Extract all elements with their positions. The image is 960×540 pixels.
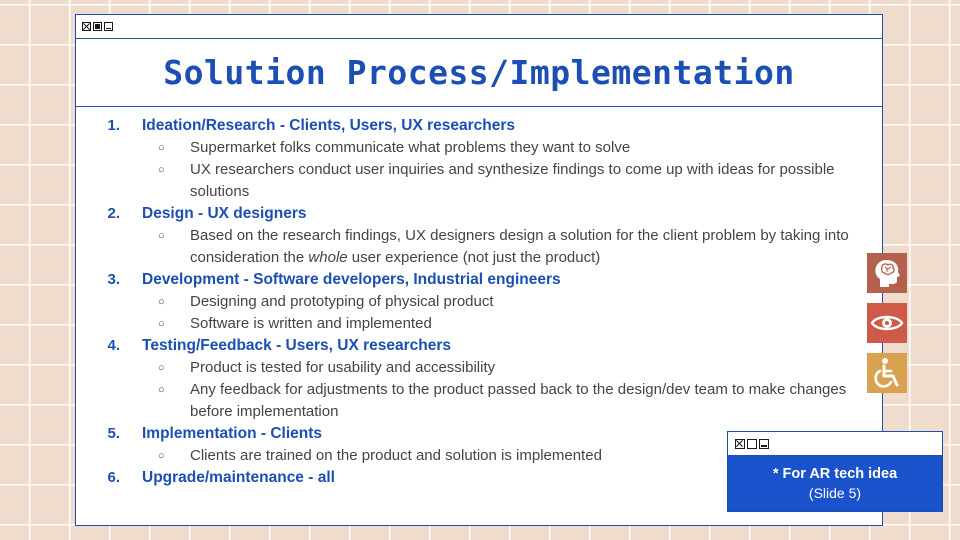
window-titlebar (76, 15, 882, 39)
bullet-icon: ○ (158, 384, 165, 396)
step-heading: Development - Software developers, Industrial engineers (142, 271, 561, 288)
eye-icon (867, 303, 907, 343)
step-number: 5. (107, 425, 120, 442)
bullet-icon: ○ (158, 450, 165, 462)
step-2 (76, 203, 882, 269)
close-icon[interactable] (735, 439, 745, 449)
list-item: ○ Based on the research findings, UX designers design a solution for the client problem by taking into consideration the whole user experience (not just the product) (158, 227, 849, 266)
step-3 (76, 269, 882, 335)
step-number: 3. (107, 271, 120, 288)
list-item: ○ Software is written and implemented (76, 313, 882, 335)
minimize-icon[interactable] (104, 22, 113, 31)
minimize-icon[interactable] (759, 439, 769, 449)
list-item: ○ Supermarket folks communicate what problems they want to solve (76, 137, 882, 159)
bullet-icon: ○ (158, 230, 165, 242)
step-heading: Testing/Feedback - Users, UX researchers (142, 337, 451, 354)
bullet-icon: ○ (158, 362, 165, 374)
step-heading: Implementation - Clients (142, 425, 322, 442)
slide-header (76, 39, 882, 107)
page-title: Solution Process/Implementation (163, 53, 795, 92)
step-number: 4. (107, 337, 120, 354)
step-number: 6. (107, 469, 120, 486)
step-1 (76, 115, 882, 203)
accessibility-icons (867, 253, 907, 403)
bullet-icon: ○ (158, 164, 165, 176)
bullet-icon: ○ (158, 296, 165, 308)
brain-head-icon (867, 253, 907, 293)
step-heading: Ideation/Research - Clients, Users, UX researchers (142, 117, 516, 134)
step-heading: Design - UX designers (142, 205, 307, 222)
list-item: ○ Clients are trained on the product and solution is implemented (76, 445, 882, 467)
bullet-icon: ○ (158, 318, 165, 330)
maximize-icon[interactable] (93, 22, 102, 31)
step-heading: Upgrade/maintenance - all (142, 469, 335, 486)
list-item: ○ Designing and prototyping of physical product (76, 291, 882, 313)
note-titlebar (728, 432, 942, 456)
bullet-icon: ○ (158, 142, 165, 154)
note-popup (727, 431, 943, 512)
note-line-2: (Slide 5) (808, 484, 862, 501)
wheelchair-icon (867, 353, 907, 393)
close-icon[interactable] (82, 22, 91, 31)
list-item: ○ UX researchers conduct user inquiries and synthesize findings to come up with ideas for possible solutions (158, 161, 835, 200)
step-4 (76, 335, 882, 423)
step-number: 1. (107, 117, 120, 134)
note-body (728, 456, 942, 511)
maximize-icon[interactable] (747, 439, 757, 449)
step-number: 2. (107, 205, 120, 222)
list-item: ○ Any feedback for adjustments to the product passed back to the design/dev team to make changes before implementation (158, 381, 847, 420)
note-line-1: * For AR tech idea (772, 465, 898, 482)
list-item: ○ Product is tested for usability and accessibility (76, 357, 882, 379)
